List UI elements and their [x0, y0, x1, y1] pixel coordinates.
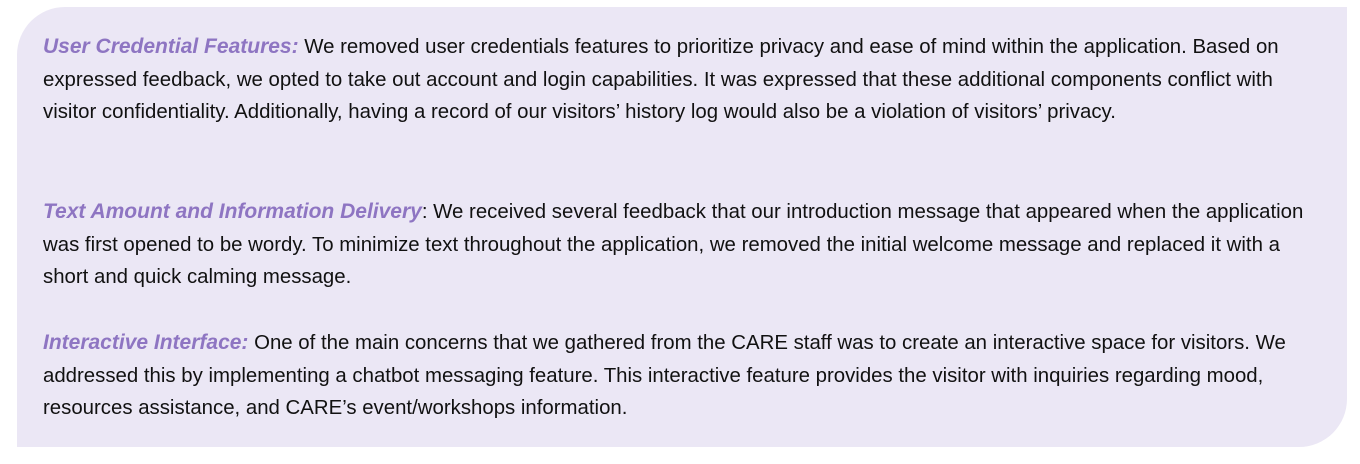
feedback-changes-panel [17, 7, 1347, 447]
section-text-amount-information-delivery [43, 196, 1328, 294]
section-user-credential-features [43, 31, 1328, 129]
section-body: One of the main concerns that we gathered from the CARE staff was to create an interactive space for visitors. We addressed this by implementing a chatbot messaging feature. This interactive feature provides the visitor with inquiries regarding mood, resources assistance, and CARE’s event/workshops information. [43, 332, 1286, 420]
section-body: : We received several feedback that our introduction message that appeared when the application was first opened to be wordy. To minimize text throughout the application, we removed the initial welcome message and replaced it with a short and quick calming message. [43, 201, 1304, 289]
section-heading: Interactive Interface: [43, 331, 249, 354]
section-interactive-interface [43, 327, 1328, 425]
section-heading: User Credential Features: [43, 35, 299, 58]
section-body: We removed user credentials features to prioritize privacy and ease of mind within the application. Based on expressed feedback, we opted to take out account and login capabilities. It was expressed that these additional components conflict with visitor confidentiality. Additionally, having a record of our visitors’ history log would also be a violation of visitors’ privacy. [43, 36, 1279, 124]
section-heading: Text Amount and Information Delivery [43, 200, 422, 223]
